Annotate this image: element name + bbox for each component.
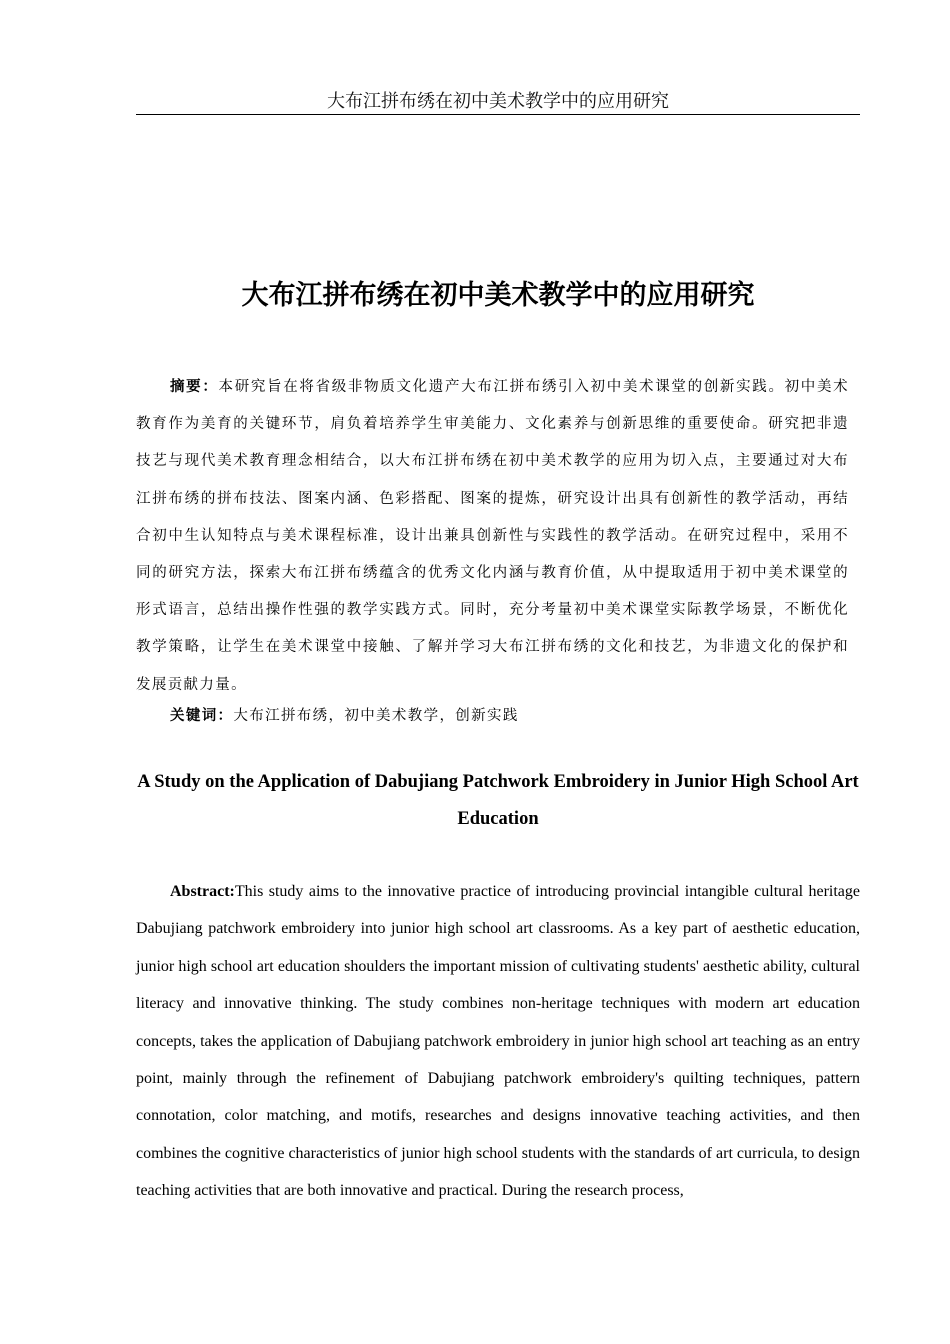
english-abstract-text: This study aims to the innovative practice of introducing provincial intangible cultural heritage Dabujiang patchwork embroidery into junior high school art classrooms. As a key part of aesthetic education, junior high school art education shoulders the important mission of cultivating students' aesthetic ability, cultural literacy and innovative thinking. The study combines non-heritage techniques with modern art education concepts, takes the application of Dabujiang patchwork embroidery in junior high school art teaching as an entry point, mainly through the refinement of Dabujiang patchwork embroidery's quilting techniques, pattern connotation, color matching, and motifs, researches and designs innovative teaching activities, and then combines the cognitive characteristics of junior high school students with the standards of art curricula, to design teaching activities that are both innovative and practical. During the research process, (136, 883, 860, 1200)
english-abstract (136, 873, 860, 1210)
chinese-abstract (136, 368, 849, 704)
running-header: 大布江拼布绣在初中美术教学中的应用研究 (327, 91, 669, 112)
english-abstract-label: Abstract: (170, 883, 235, 900)
chinese-keywords-text: 大布江拼布绣，初中美术教学，创新实践 (233, 708, 519, 724)
header-rule (136, 114, 860, 115)
chinese-title: 大布江拼布绣在初中美术教学中的应用研究 (241, 280, 755, 311)
english-title: A Study on the Application of Dabujiang Patchwork Embroidery in Junior High School Art Education (137, 772, 859, 829)
chinese-keywords (136, 699, 849, 733)
chinese-abstract-text: 本研究旨在将省级非物质文化遗产大布江拼布绣引入初中美术课堂的创新实践。初中美术教育作为美育的关键环节，肩负着培养学生审美能力、文化素养与创新思维的重要使命。研究把非遗技艺与现代美术教育理念相结合，以大布江拼布绣在初中美术教学的应用为切入点，主要通过对大布江拼布绣的拼布技法、图案内涵、色彩搭配、图案的提炼，研究设计出具有创新性的教学活动，再结合初中生认知特点与美术课程标准，设计出兼具创新性与实践性的教学活动。在研究过程中，采用不同的研究方法，探索大布江拼布绣蕴含的优秀文化内涵与教育价值，从中提取适用于初中美术课堂的形式语言，总结出操作性强的教学实践方式。同时，充分考量初中美术课堂实际教学场景，不断优化教学策略，让学生在美术课堂中接触、了解并学习大布江拼布绣的文化和技艺，为非遗文化的保护和发展贡献力量。 (136, 379, 849, 693)
chinese-abstract-label: 摘要： (170, 378, 219, 395)
chinese-keywords-label: 关键词： (170, 707, 234, 724)
